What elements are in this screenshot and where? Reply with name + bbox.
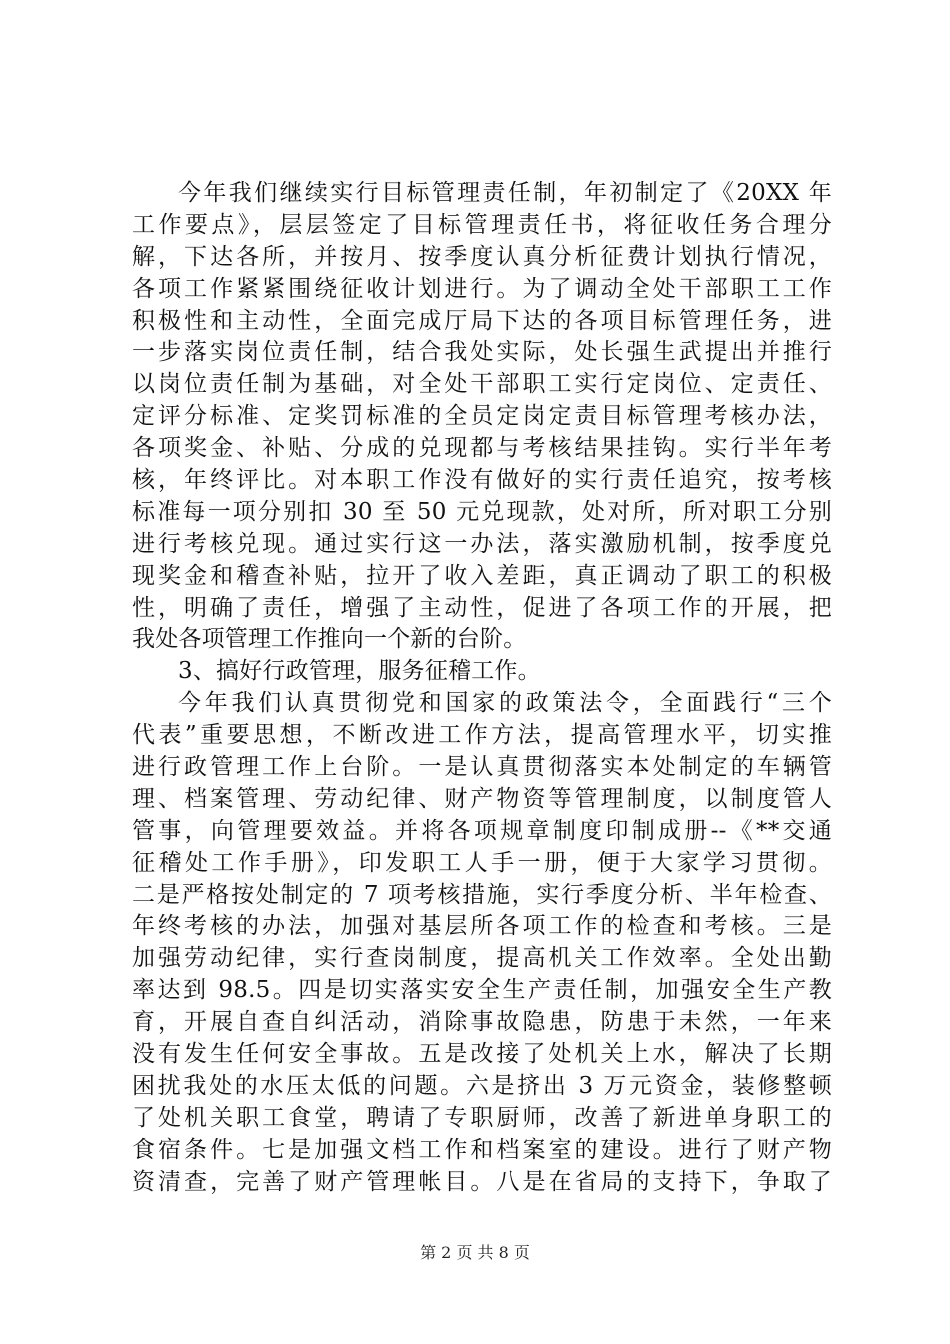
text-line: 标准每一项分别扣 30 至 50 元兑现款，处对所，所对职工分别 <box>132 498 832 525</box>
text-line: 今年我们继续实行目标管理责任制，年初制定了《20XX 年 <box>178 180 832 206</box>
text-line: 核，年终评比。对本职工作没有做好的实行责任追究，按考核 <box>132 467 832 494</box>
text-line: 一步落实岗位责任制，结合我处实际，处长强生武提出并推行 <box>132 339 832 366</box>
text-line: 各项工作紧紧围绕征收计划进行。为了调动全处干部职工工作 <box>132 275 832 302</box>
text-line: 管事，向管理要效益。并将各项规章制度印制成册--《**交通 <box>132 817 832 844</box>
document-body <box>132 178 832 1199</box>
text-line: 各项奖金、补贴、分成的兑现都与考核结果挂钩。实行半年考 <box>132 435 832 462</box>
text-line: 以岗位责任制为基础，对全处干部职工实行定岗位、定责任、 <box>132 371 832 398</box>
text-line: 率达到 98.5。四是切实落实安全生产责任制，加强安全生产教 <box>132 977 832 1004</box>
text-line: 定评分标准、定奖罚标准的全员定岗定责目标管理考核办法， <box>132 403 832 430</box>
text-line: 加强劳动纪律，实行查岗制度，提高机关工作效率。全处出勤 <box>132 945 832 972</box>
text-line: 今年我们认真贯彻党和国家的政策法令，全面践行“三个 <box>178 690 832 717</box>
text-line: 育，开展自查自纠活动，消除事故隐患，防患于未然，一年来 <box>132 1009 832 1036</box>
text-line: 年终考核的办法，加强对基层所各项工作的检查和考核。三是 <box>132 913 832 940</box>
text-line: 进行考核兑现。通过实行这一办法，落实激励机制，按季度兑 <box>132 530 832 557</box>
text-line: 性，明确了责任，增强了主动性，促进了各项工作的开展，把 <box>132 594 832 621</box>
text-line: 困扰我处的水压太低的问题。六是挤出 3 万元资金，装修整顿 <box>132 1072 832 1099</box>
text-line: 没有发生任何安全事故。五是改接了处机关上水，解决了长期 <box>132 1041 832 1068</box>
text-line: 3、搞好行政管理，服务征稽工作。 <box>178 658 541 685</box>
text-line: 征稽处工作手册》，印发职工人手一册，便于大家学习贯彻。 <box>132 849 832 876</box>
text-line: 我处各项管理工作推向一个新的台阶。 <box>132 626 527 653</box>
text-line: 工作要点》，层层签定了目标管理责任书，将征收任务合理分 <box>132 211 832 238</box>
text-line: 进行政管理工作上台阶。一是认真贯彻落实本处制定的车辆管 <box>132 754 832 781</box>
text-line: 食宿条件。七是加强文档工作和档案室的建设。进行了财产物 <box>132 1136 832 1163</box>
text-line: 代表”重要思想，不断改进工作方法，提高管理水平，切实推 <box>132 722 832 749</box>
text-line: 解，下达各所，并按月、按季度认真分析征费计划执行情况， <box>132 243 832 270</box>
text-line: 现奖金和稽查补贴，拉开了收入差距，真正调动了职工的积极 <box>132 562 832 589</box>
page-footer: 第 2 页 共 8 页 <box>420 1243 530 1262</box>
text-line: 了处机关职工食堂，聘请了专职厨师，改善了新进单身职工的 <box>132 1104 832 1131</box>
text-line: 积极性和主动性，全面完成厅局下达的各项目标管理任务，进 <box>132 307 832 334</box>
text-line: 理、档案管理、劳动纪律、财产物资等管理制度，以制度管人 <box>132 785 832 812</box>
text-line: 资清查，完善了财产管理帐目。八是在省局的支持下，争取了 <box>132 1168 832 1195</box>
text-line: 二是严格按处制定的 7 项考核措施，实行季度分析、半年检查、 <box>132 881 832 908</box>
